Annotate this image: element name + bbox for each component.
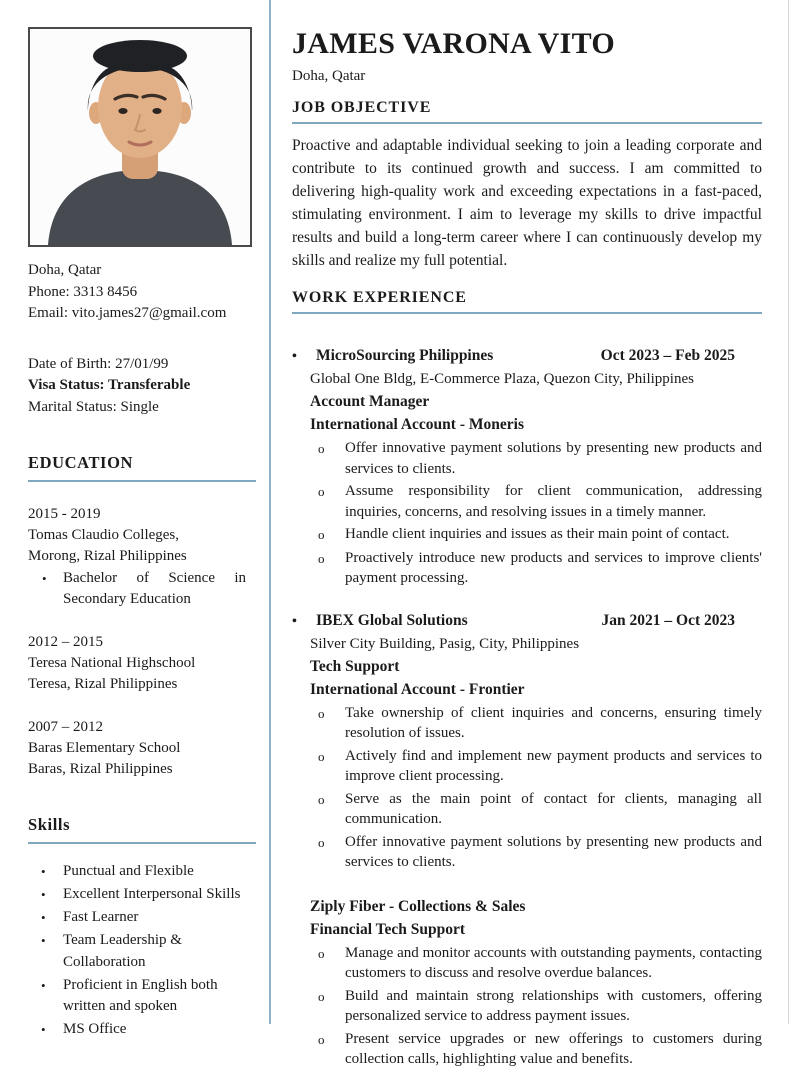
company-name: MicroSourcing Philippines (316, 347, 494, 364)
list-item: • Proficient in English both written and spoken (28, 975, 262, 1018)
education-years: 2007 – 2012 (28, 719, 103, 735)
duty-item: o Serve as the main point of contact for clients, managing all communication. (318, 789, 762, 830)
job-entry (292, 345, 762, 589)
employment-dates: Oct 2023 – Feb 2025 (600, 347, 735, 364)
profile-photo (28, 27, 252, 247)
bullet-icon: • (41, 977, 46, 993)
contact-block (28, 260, 262, 325)
skills-heading: Skills (28, 815, 256, 844)
job-entry (292, 610, 762, 1070)
column-divider (269, 0, 271, 1024)
circle-bullet-icon: o (318, 988, 325, 1004)
page-title: JAMES VARONA VITO (292, 27, 615, 60)
list-item: • Fast Learner (28, 907, 262, 929)
job-objective-heading: JOB OBJECTIVE (292, 99, 762, 124)
education-heading: EDUCATION (28, 453, 256, 482)
account-name: Ziply Fiber - Collections & Sales (310, 897, 526, 915)
circle-bullet-icon: o (318, 791, 325, 807)
education-location: Baras, Rizal Philippines (28, 761, 173, 777)
job-title: Account Manager (310, 393, 430, 410)
duty-item: o Take ownership of client inquiries and concerns, ensuring timely resolution of issues. (318, 703, 762, 744)
contact-email: Email: vito.james27@gmail.com (28, 305, 227, 321)
skills-list (28, 861, 262, 1041)
education-entry (28, 504, 262, 610)
bullet-icon: • (41, 933, 46, 948)
education-entry (28, 632, 262, 695)
education-years: 2012 – 2015 (28, 634, 103, 650)
job-sub-entry (292, 896, 762, 1070)
contact-location: Doha, Qatar (28, 262, 102, 278)
duty-item: o Offer innovative payment solutions by presenting new products and services to clients. (318, 438, 762, 479)
bullet-icon: • (42, 571, 47, 586)
duty-item: o Build and maintain strong relationships with customers, offering personalized service to address payment issues. (318, 986, 762, 1027)
visa-status: Visa Status: Transferable (28, 377, 191, 393)
page-right-edge (788, 0, 789, 1024)
job-title: Tech Support (310, 657, 400, 675)
bullet-icon: • (292, 349, 297, 364)
education-years: 2015 - 2019 (28, 506, 101, 522)
bullet-icon: • (41, 1022, 46, 1037)
circle-bullet-icon: o (318, 441, 325, 456)
bullet-icon: • (41, 864, 46, 879)
list-item: • Team Leadership & Collaboration (28, 930, 262, 973)
sidebar (0, 0, 262, 1042)
list-item: • Punctual and Flexible (28, 861, 262, 883)
education-school: Tomas Claudio Colleges, (28, 527, 180, 543)
education-entry (28, 717, 262, 780)
company-name: IBEX Global Solutions (316, 611, 468, 629)
duty-item: o Handle client inquiries and issues as their main point of contact. (318, 524, 762, 546)
duty-item: o Present service upgrades or new offerings to customers during collection calls, highlighting value and benefits. (318, 1029, 762, 1070)
circle-bullet-icon: o (318, 527, 325, 542)
header-location: Doha, Qatar (292, 68, 366, 84)
circle-bullet-icon: o (318, 748, 325, 764)
company-address: Silver City Building, Pasig, City, Philippines (310, 635, 580, 652)
main-content (292, 0, 762, 1070)
marital-status: Marital Status: Single (28, 398, 159, 415)
circle-bullet-icon: o (318, 705, 325, 721)
account-name: International Account - Moneris (310, 416, 524, 433)
employment-dates: Jan 2021 – Oct 2023 (601, 611, 735, 629)
circle-bullet-icon: o (318, 1031, 325, 1047)
account-name: International Account - Frontier (310, 680, 525, 698)
duty-item: o Manage and monitor accounts with outstanding payments, contacting customers to discuss and resolve overdue balances. (318, 943, 762, 984)
job-objective-text: Proactive and adaptable individual seeking to join a leading corporate and contribute to its continued growth and success. I am committed to delivering high-quality work and exceeding expectations in a fast-paced, stimulating environment. I aim to leverage my skills to drive impactful results and build a long-term career where I can continuously develop my skills and realize my full potential. (292, 137, 762, 269)
education-school: Baras Elementary School (28, 740, 181, 756)
bullet-icon: • (41, 910, 46, 925)
date-of-birth: Date of Birth: 27/01/99 (28, 355, 169, 372)
duty-item: o Proactively introduce new products and services to improve clients' payment processing. (318, 548, 762, 589)
education-school: Teresa National Highschool (28, 655, 196, 671)
job-title: Financial Tech Support (310, 920, 466, 938)
duty-item: o Assume responsibility for client communication, addressing inquiries, concerns, and resolving issues in a timely manner. (318, 481, 762, 522)
list-item: • Excellent Interpersonal Skills (28, 884, 262, 906)
education-location: Morong, Rizal Philippines (28, 548, 187, 564)
list-item: • MS Office (28, 1019, 262, 1041)
education-location: Teresa, Rizal Philippines (28, 676, 178, 692)
work-experience-heading: WORK EXPERIENCE (292, 289, 762, 314)
circle-bullet-icon: o (318, 945, 325, 961)
duty-item: o Offer innovative payment solutions by presenting new products and services to clients. (318, 832, 762, 873)
bullet-icon: • (41, 887, 46, 902)
company-address: Global One Bldg, E-Commerce Plaza, Quezon City, Philippines (310, 371, 694, 387)
bullet-icon: • (292, 613, 297, 629)
circle-bullet-icon: o (318, 484, 325, 499)
personal-details (28, 354, 262, 419)
portrait-illustration (30, 29, 250, 245)
circle-bullet-icon: o (318, 550, 325, 566)
education-degree: Bachelor of Science in Secondary Education (63, 570, 246, 607)
contact-phone: Phone: 3313 8456 (28, 283, 138, 300)
duty-item: o Actively find and implement new payment products and services to improve client processing. (318, 746, 762, 787)
circle-bullet-icon: o (318, 834, 325, 850)
